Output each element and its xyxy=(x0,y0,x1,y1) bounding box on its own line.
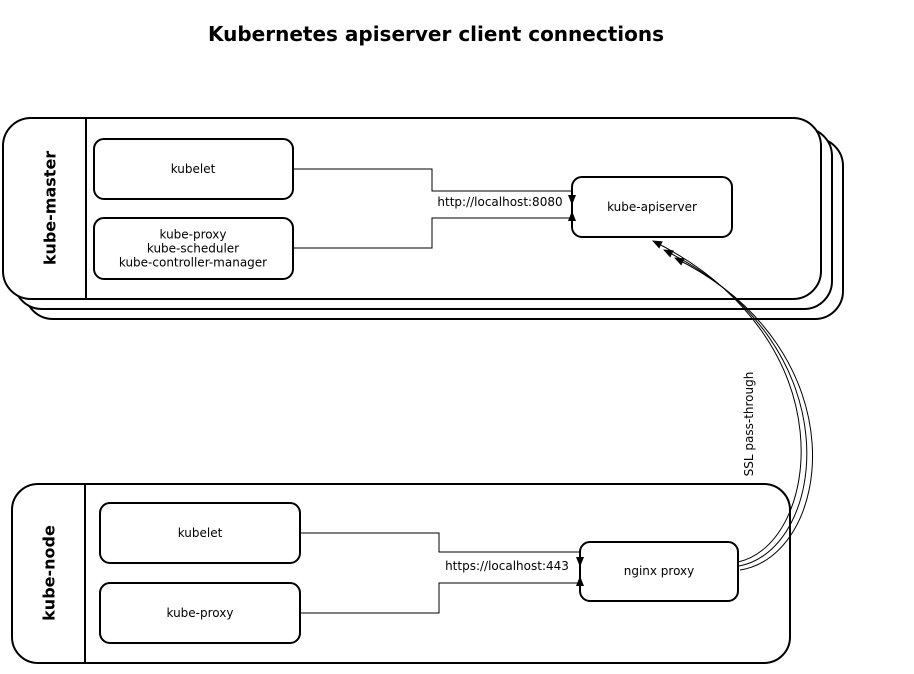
master-daemons-label-line3: kube-controller-manager xyxy=(118,255,268,270)
kube-node-cluster xyxy=(12,484,790,663)
node-kube-proxy-label: kube-proxy xyxy=(166,606,234,621)
kube-master-cluster xyxy=(3,118,843,319)
ssl-passthrough-label: SSL pass-through xyxy=(742,371,756,477)
master-daemons-label-line2: kube-scheduler xyxy=(146,241,240,256)
http-edge-label: http://localhost:8080 xyxy=(437,195,563,209)
master-daemons-label-line1: kube-proxy xyxy=(159,227,227,242)
node-kubelet-label: kubelet xyxy=(177,526,223,541)
kube-master-label: kube-master xyxy=(40,150,60,266)
kube-node-label: kube-node xyxy=(39,525,59,621)
https-edge-label: https://localhost:443 xyxy=(445,559,569,573)
page-title: Kubernetes apiserver client connections xyxy=(207,22,665,46)
nginx-proxy-label: nginx proxy xyxy=(623,564,695,579)
master-kubelet-label: kubelet xyxy=(170,162,216,177)
kube-apiserver-label: kube-apiserver xyxy=(607,200,697,215)
